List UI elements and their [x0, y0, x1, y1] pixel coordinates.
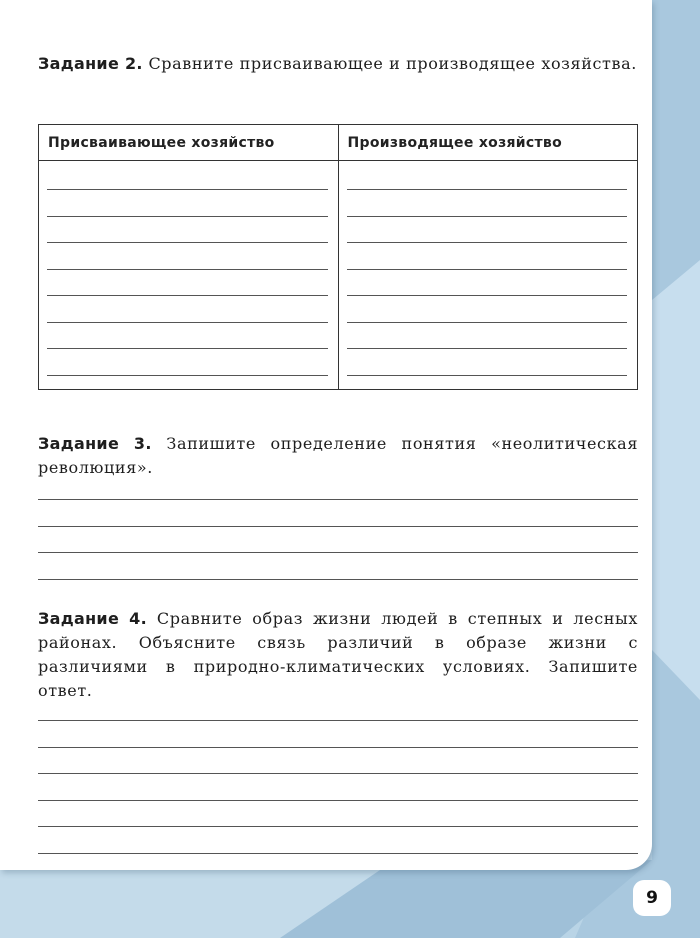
writing-line[interactable]: [347, 242, 628, 243]
answer-line[interactable]: [38, 579, 638, 580]
task-2: [38, 52, 638, 76]
writing-line[interactable]: [347, 269, 628, 270]
writing-line[interactable]: [47, 375, 328, 376]
task-2-text: Сравните присваивающее и производящее хозяйства.: [148, 54, 637, 73]
comparison-table: [38, 124, 638, 390]
answer-line[interactable]: [38, 853, 638, 854]
writing-line[interactable]: [347, 216, 628, 217]
writing-line[interactable]: [347, 375, 628, 376]
table-header-appropriating: Присваивающее хозяйство: [39, 125, 339, 161]
page-number: 9: [633, 880, 671, 916]
answer-line[interactable]: [38, 773, 638, 774]
answer-line[interactable]: [38, 526, 638, 527]
task-4-text: Сравните образ жизни людей в степных и лесных районах. Объясните связь различий в образе жизни с различиями в природно-климатических условиях. Запишите ответ.: [38, 609, 639, 700]
task-3-label: Задание 3.: [38, 434, 152, 453]
writing-line[interactable]: [47, 295, 328, 296]
table-column-producing[interactable]: [338, 161, 638, 390]
task-4: [38, 607, 638, 703]
writing-line[interactable]: [47, 216, 328, 217]
task-3-text: Запишите определение понятия «неолитическая революция».: [38, 434, 639, 477]
task-2-label: Задание 2.: [38, 54, 143, 73]
answer-line[interactable]: [38, 552, 638, 553]
answer-line[interactable]: [38, 747, 638, 748]
writing-line[interactable]: [347, 189, 628, 190]
table-column-appropriating[interactable]: [39, 161, 339, 390]
writing-line[interactable]: [47, 322, 328, 323]
writing-line[interactable]: [347, 295, 628, 296]
answer-line[interactable]: [38, 826, 638, 827]
answer-line[interactable]: [38, 499, 638, 500]
answer-line[interactable]: [38, 800, 638, 801]
task-3: [38, 432, 638, 480]
writing-line[interactable]: [47, 269, 328, 270]
task-4-label: Задание 4.: [38, 609, 147, 628]
table-header-producing: Производящее хозяйство: [338, 125, 638, 161]
answer-line[interactable]: [38, 720, 638, 721]
writing-line[interactable]: [347, 348, 628, 349]
writing-line[interactable]: [47, 242, 328, 243]
writing-line[interactable]: [47, 348, 328, 349]
writing-line[interactable]: [347, 322, 628, 323]
writing-line[interactable]: [47, 189, 328, 190]
